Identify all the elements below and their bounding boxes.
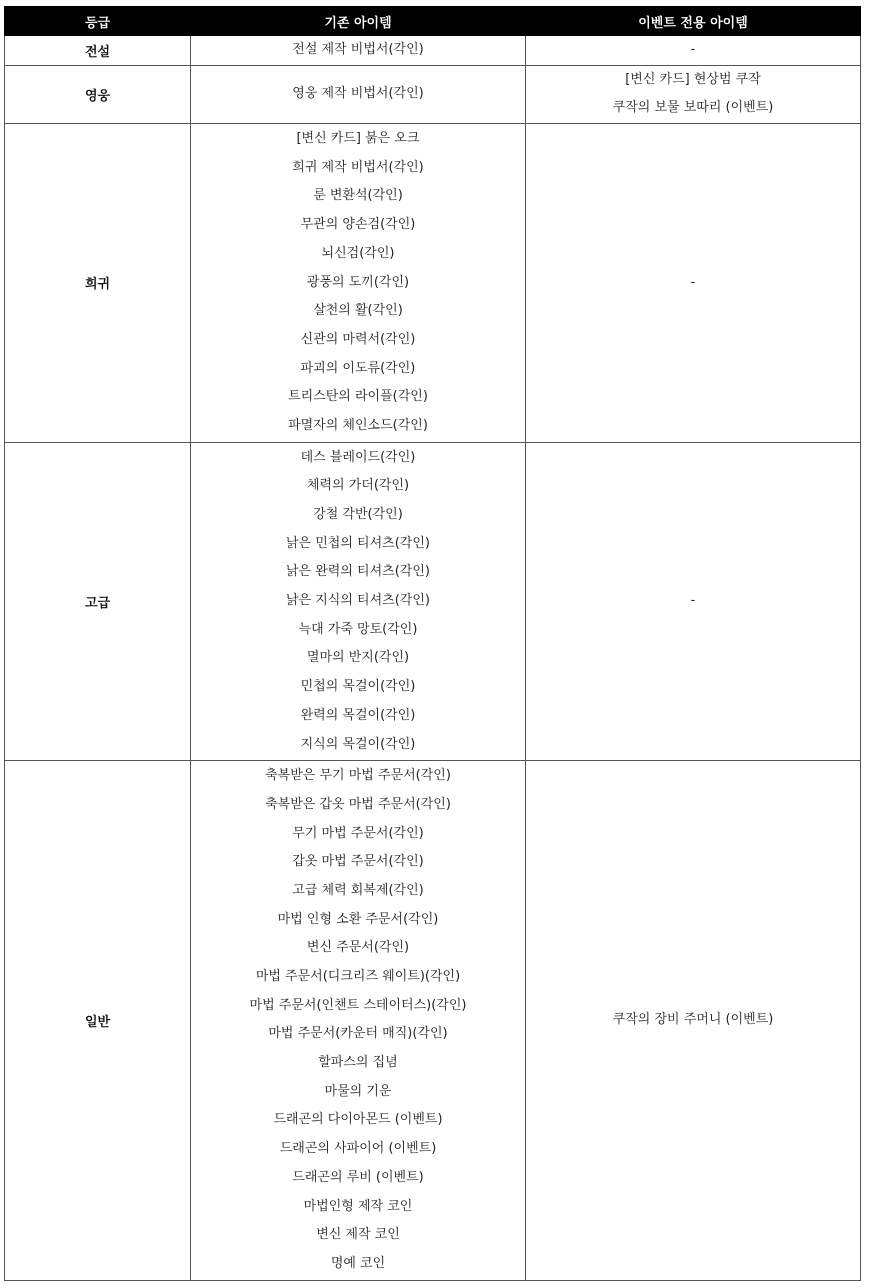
event-items-cell — [526, 65, 861, 123]
event-item: 쿠작의 보물 보따리 (이벤트) — [612, 100, 774, 116]
basic-item: 드래곤의 다이아몬드 (이벤트) — [273, 1112, 443, 1128]
basic-item: 마법인형 제작 코인 — [303, 1198, 413, 1214]
basic-item: 희귀 제작 비법서(각인) — [292, 159, 424, 175]
basic-item: 마법 인형 소환 주문서(각인) — [277, 911, 439, 927]
basic-item: 축복받은 무기 마법 주문서(각인) — [265, 768, 451, 784]
grade-cell: 고급 — [5, 442, 191, 761]
basic-item: 변신 주문서(각인) — [306, 940, 410, 956]
event-item: - — [690, 274, 696, 290]
table-row — [5, 761, 861, 1280]
basic-item: 명예 코인 — [330, 1255, 386, 1271]
event-item: - — [690, 593, 696, 609]
basic-item: 파괴의 이도류(각인) — [300, 360, 416, 376]
table-row — [5, 36, 861, 66]
event-items-cell — [526, 36, 861, 66]
basic-item: 살천의 활(각인) — [313, 303, 403, 319]
basic-item: 마법 주문서(카운터 매직)(각인) — [268, 1026, 448, 1042]
table-row — [5, 124, 861, 443]
basic-items-cell — [191, 124, 526, 443]
table-row — [5, 65, 861, 123]
event-items-cell — [526, 124, 861, 443]
basic-item: 낡은 지식의 티셔츠(각인) — [286, 593, 430, 609]
basic-item: 민첩의 목걸이(각인) — [300, 679, 416, 695]
basic-item: 강철 각반(각인) — [313, 507, 403, 522]
basic-item: 낡은 완력의 티셔츠(각인) — [286, 564, 430, 580]
event-item: [변신 카드] 현상범 쿠작 — [625, 71, 761, 87]
basic-item: 마법 주문서(인챈트 스테이터스)(각인) — [249, 997, 467, 1013]
basic-item: 영웅 제작 비법서(각인) — [292, 86, 424, 102]
basic-item: 무기 마법 주문서(각인) — [292, 825, 424, 841]
basic-item: 축복받은 갑옷 마법 주문서(각인) — [265, 796, 451, 812]
basic-item: 변신 제작 코인 — [316, 1227, 400, 1243]
basic-item: 늑대 가죽 망토(각인) — [298, 621, 418, 637]
basic-item: 마물의 기운 — [324, 1083, 392, 1099]
basic-item: 신관의 마력서(각인) — [300, 331, 416, 347]
basic-item: 뇌신검(각인) — [321, 245, 395, 261]
grade-item-table — [4, 6, 861, 1281]
basic-item: 광풍의 도끼(각인) — [306, 274, 410, 290]
basic-item: 트리스탄의 라이플(각인) — [288, 389, 428, 405]
event-item: - — [690, 42, 696, 57]
basic-items-cell — [191, 442, 526, 761]
basic-item: 데스 블레이드(각인) — [300, 449, 416, 465]
table-header-row — [5, 7, 861, 36]
grade-cell: 희귀 — [5, 124, 191, 443]
basic-item: 완력의 목걸이(각인) — [300, 707, 416, 723]
basic-item: 체력의 가더(각인) — [306, 478, 410, 494]
table-row — [5, 442, 861, 761]
table-body — [5, 36, 861, 1281]
header-event-items: 이벤트 전용 아이템 — [526, 7, 861, 36]
basic-item: 전설 제작 비법서(각인) — [292, 42, 424, 57]
basic-item: 드래곤의 사파이어 (이벤트) — [279, 1141, 437, 1157]
basic-item: 할파스의 집념 — [318, 1055, 398, 1071]
grade-cell: 전설 — [5, 36, 191, 66]
basic-item: 마법 주문서(디크리즈 웨이트)(각인) — [255, 969, 461, 984]
basic-item: 드래곤의 루비 (이벤트) — [292, 1169, 424, 1185]
basic-item: 파멸자의 체인소드(각인) — [288, 417, 428, 433]
basic-item: 고급 체력 회복제(각인) — [292, 882, 424, 898]
grade-cell: 영웅 — [5, 65, 191, 123]
basic-item: 룬 변환석(각인) — [313, 188, 403, 204]
basic-item: 멸마의 반지(각인) — [306, 650, 410, 666]
event-item: 쿠작의 장비 주머니 (이벤트) — [612, 1012, 774, 1028]
grade-cell: 일반 — [5, 761, 191, 1280]
event-items-cell — [526, 761, 861, 1280]
basic-item: 지식의 목걸이(각인) — [300, 736, 416, 752]
basic-items-cell — [191, 761, 526, 1280]
event-items-cell — [526, 442, 861, 761]
basic-items-cell — [191, 36, 526, 66]
basic-item: [변신 카드] 붉은 오크 — [296, 131, 420, 147]
header-grade: 등급 — [5, 7, 191, 36]
header-basic-items: 기존 아이템 — [191, 7, 526, 36]
basic-items-cell — [191, 65, 526, 123]
basic-item: 낡은 민첩의 티셔츠(각인) — [286, 535, 430, 551]
basic-item: 무관의 양손검(각인) — [300, 217, 416, 233]
basic-item: 갑옷 마법 주문서(각인) — [292, 854, 424, 870]
